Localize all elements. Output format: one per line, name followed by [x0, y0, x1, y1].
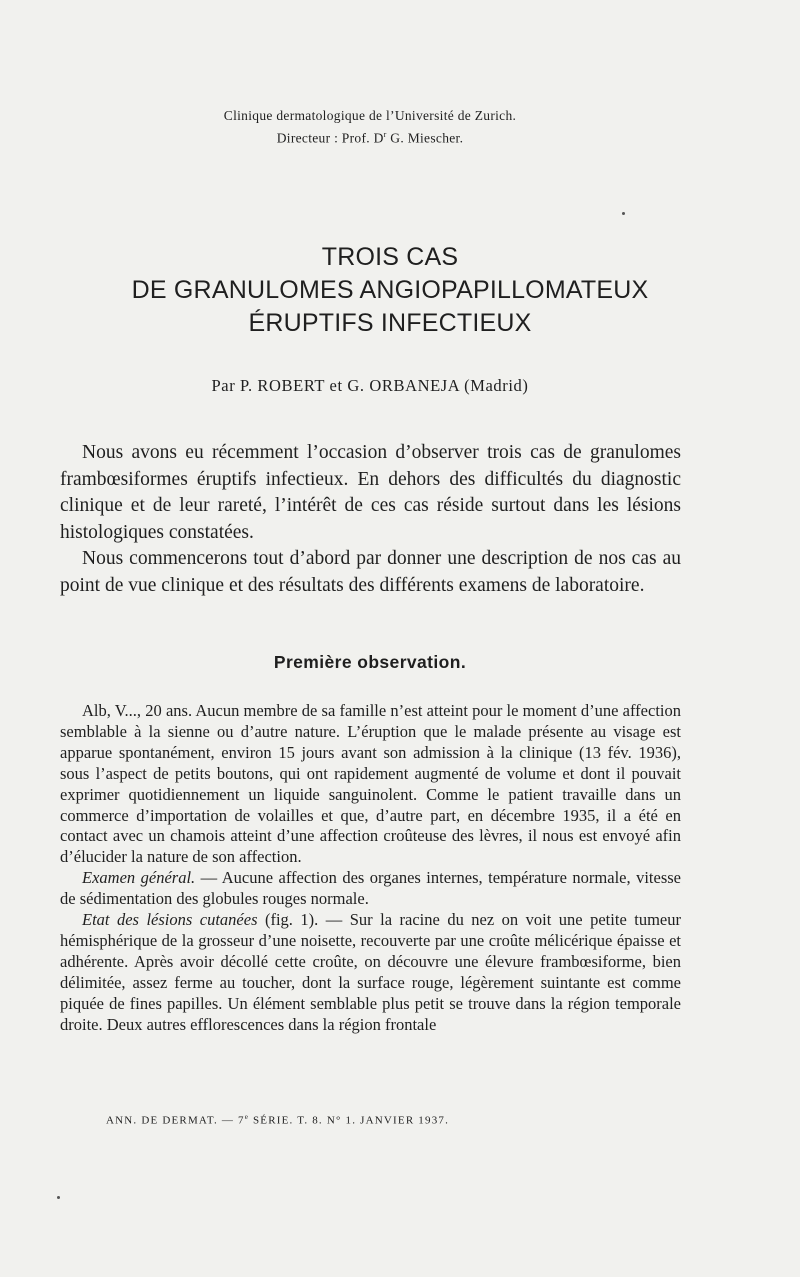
- paragraph-label: Examen général.: [82, 868, 196, 888]
- title-line-1: TROIS CAS: [321, 243, 459, 271]
- article-title: [40, 241, 740, 340]
- title-line-2: DE GRANULOMES ANGIOPAPILLOMATEUX: [131, 276, 649, 304]
- introduction: [60, 440, 681, 599]
- section-heading: Première observation.: [273, 652, 467, 672]
- paragraph-label: Etat des lésions cutanées: [82, 910, 258, 930]
- scan-speck: [57, 1196, 60, 1199]
- scan-speck: [622, 212, 625, 215]
- authors-byline: Par P. ROBERT et G. ORBANEJA (Madrid): [211, 376, 529, 395]
- intro-paragraph: Nous avons eu récemment l’occasion d’observer trois cas de granulomes frambœsiformes éruptifs infectieux. En dehors des difficultés du diagnostic clinique et de leur rareté, l’intérêt de ces cas réside surtout dans les lésions histologiques constatées.: [60, 442, 681, 543]
- body-paragraph: Etat des lésions cutanées (fig. 1). — Sur la racine du nez on voit une petite tumeur hémisphérique de la grosseur d’une noisette, recouverte par une croûte mélicérique épaisse et adhérente. Après avoir décollé cette croûte, on découvre une élevure frambœsiforme, bien délimitée, assez ferme au toucher, dont la surface rouge, légèrement suintante est comme piquée de fines papilles. Un élément semblable plus petit se trouve dans la région temporale droite. Deux autres efflorescences dans la région frontale: [60, 910, 681, 1034]
- title-line-3: ÉRUPTIFS INFECTIEUX: [248, 309, 532, 337]
- header-institution: Clinique dermatologique de l’Université de Zurich.: [223, 108, 517, 123]
- header-director: Directeur : Prof. $D^r$ G. Miescher.: [276, 130, 464, 146]
- body-paragraph: Alb, V..., 20 ans. Aucun membre de sa famille n’est atteint pour le moment d’une affection semblable à la sienne ou d’autre nature. L’éruption que le malade présente au visage est apparue spontanément, environ 15 jours avant son admission à la clinique (13 fév. 1936), sous l’aspect de petits boutons, qui ont rapidement augmenté de volume et dont il pouvait exprimer quotidiennement un liquide sanguinolent. Comme le patient travaille dans un commerce d’importation de volailles et que, d’autre part, en décembre 1935, il a été en contact avec un chamois atteint d’une affection croûteuse des lèvres, il nous est envoyé afin d’élucider la nature de son affection.: [60, 701, 681, 867]
- journal-footer: ANN. DE DERMAT. — 7e SÉRIE. T. 8. N° 1. JANVIER 1937.: [106, 1113, 450, 1127]
- body-paragraph: Examen général. — Aucune affection des organes internes, température normale, vitesse de sédimentation des globules rouges normale.: [60, 868, 681, 909]
- intro-paragraph: Nous commencerons tout d’abord par donner une description de nos cas au point de vue clinique et des résultats des différents examens de laboratoire.: [60, 548, 681, 596]
- institution-header: [0, 106, 740, 148]
- observation-body: [60, 701, 681, 1036]
